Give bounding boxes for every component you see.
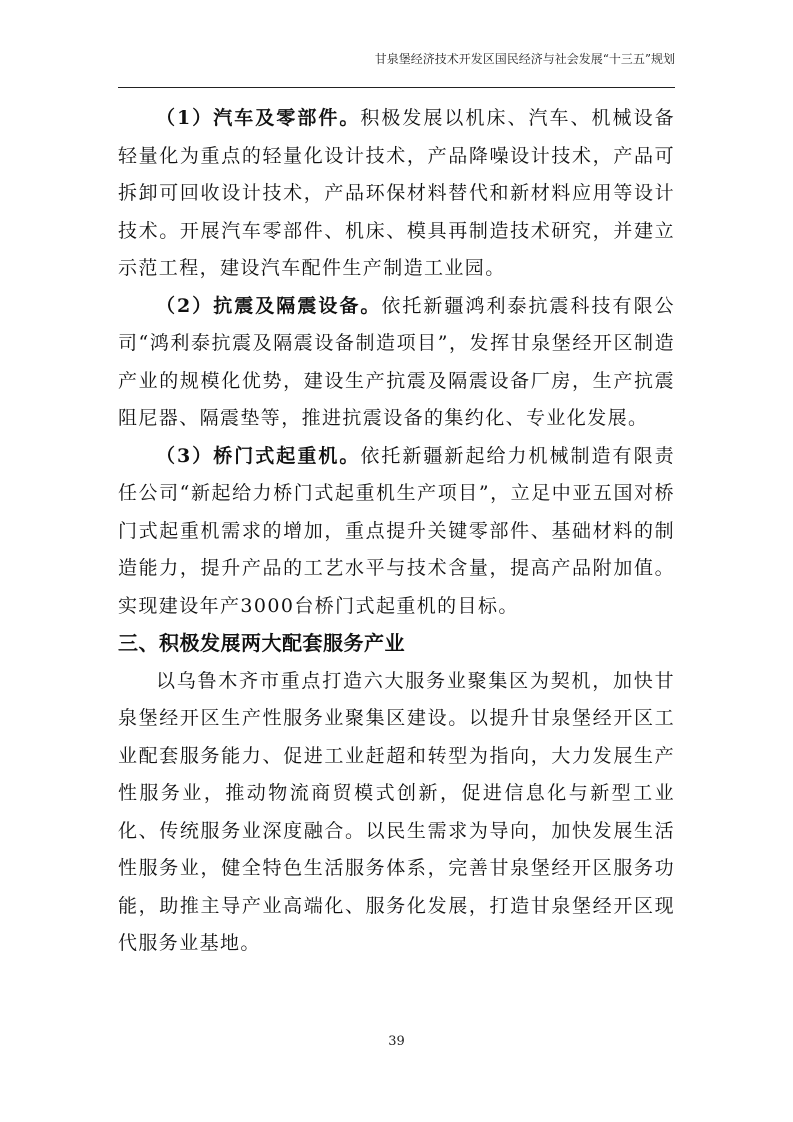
paragraph-auto-parts xyxy=(118,100,675,288)
section-heading: 三、积极发展两大配套服务产业 xyxy=(118,631,405,655)
paragraph-seismic-equipment xyxy=(118,288,675,438)
page-number: 39 xyxy=(388,1034,405,1049)
paragraph-services xyxy=(118,663,675,963)
document-body xyxy=(118,100,675,963)
paragraph-text: 依托新疆新起给力机械制造有限责任公司“新起给力桥门式起重机生产项目”，立足中亚五国对桥门式起重机需求的增加，重点提升关键零部件、基础材料的制造能力，提升产品的工艺水平与技术含量，提高产品附加值。实现建设年产3000台桥门式起重机的目标。 xyxy=(118,444,675,617)
paragraph-text: 积极发展以机床、汽车、机械设备轻量化为重点的轻量化设计技术，产品降噪设计技术，产品可拆卸可回收设计技术，产品环保材料替代和新材料应用等设计技术。开展汽车零部件、机床、模具再制造技术研究，并建立示范工程，建设汽车配件生产制造工业园。 xyxy=(118,107,675,279)
paragraph-text: 以乌鲁木齐市重点打造六大服务业聚集区为契机，加快甘泉堡经开区生产性服务业聚集区建设。以提升甘泉堡经开区工业配套服务能力、促进工业赶超和转型为指向，大力发展生产性服务业，推动物流商贸模式创新，促进信息化与新型工业化、传统服务业深度融合。以民生需求为导向，加快发展生活性服务业，健全特色生活服务体系，完善甘泉堡经开区服务功能，助推主导产业高端化、服务化发展，打造甘泉堡经开区现代服务业基地。 xyxy=(118,669,675,954)
paragraph-gantry-crane xyxy=(118,438,675,626)
paragraph-text: 依托新疆鸿利泰抗震科技有限公司“鸿利泰抗震及隔震设备制造项目”，发挥甘泉堡经开区制造产业的规模化优势，建设生产抗震及隔震设备厂房，生产抗震阻尼器、隔震垫等，推进抗震设备的集约化、专业化发展。 xyxy=(118,294,675,429)
header-rule xyxy=(118,87,675,88)
page-header: 甘泉堡经济技术开发区国民经济与社会发展“十三五”规划 xyxy=(374,52,675,66)
paragraph-lead: （1）汽车及零部件。 xyxy=(156,107,361,129)
paragraph-lead: （3）桥门式起重机。 xyxy=(156,444,361,467)
paragraph-lead: （2）抗震及隔震设备。 xyxy=(156,294,382,317)
